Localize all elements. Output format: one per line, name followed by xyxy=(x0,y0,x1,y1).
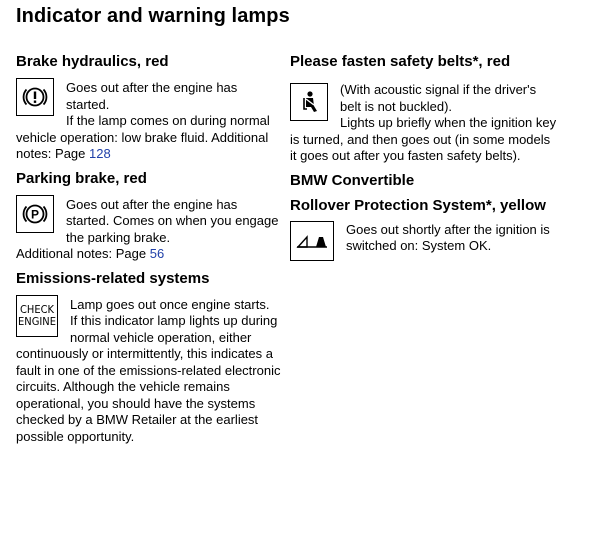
brake-text-1: Goes out after the engine has started. xyxy=(66,80,238,112)
check-engine-icon xyxy=(16,295,58,337)
convertible-section xyxy=(290,171,560,255)
emissions-heading: Emissions-related systems xyxy=(16,269,210,287)
right-column xyxy=(290,52,560,263)
parking-text: Goes out after the engine has started. Comes on when you engage the parking brake. xyxy=(66,196,279,245)
emissions-text-1: Lamp goes out once engine starts. xyxy=(70,296,270,312)
page-title: Indicator and warning lamps xyxy=(16,5,290,27)
seatbelt-text-2: Lights up briefly when the ignition key is turned, and then goes out (in some models it goes out after you fasten safety belts). xyxy=(290,115,557,163)
parking-brake-heading: Parking brake, red xyxy=(16,169,147,187)
emissions-text-2: If this indicator lamp lights up during normal vehicle operation, either continuously or intermittently, this indicates a fault in one of the emissions-related electronic circuits. Although the vehicle remains operational, you should have the systems checked by a BMW Retailer at the earliest possible opportunity. xyxy=(16,313,281,444)
brake-page-link[interactable]: 128 xyxy=(89,146,111,161)
seatbelt-text-1: (With acoustic signal if the driver's belt is not buckled). xyxy=(340,82,537,114)
parking-notes: Additional notes: Page xyxy=(16,246,150,261)
check-engine-label-1: CHECK xyxy=(19,302,54,316)
parking-page-link[interactable]: 56 xyxy=(149,246,165,261)
parking-brake-icon xyxy=(16,195,54,233)
check-engine-label-2: ENGINE xyxy=(18,314,56,328)
rollover-text: Goes out shortly after the ignition is switched on: System OK. xyxy=(346,221,550,253)
left-column xyxy=(16,52,284,451)
brake-hydraulics-heading: Brake hydraulics, red xyxy=(16,53,169,70)
seatbelt-icon xyxy=(290,83,328,121)
brake-text-2: If the lamp comes on during normal vehicle operation: low brake fluid. Additional notes: Page xyxy=(16,113,270,161)
seatbelt-heading: Please fasten safety belts*, red xyxy=(290,53,511,70)
convertible-heading: BMW Convertible xyxy=(290,171,415,189)
rollover-protection-icon xyxy=(290,221,334,261)
brake-hydraulics-section xyxy=(16,52,284,163)
brake-warning-icon xyxy=(16,78,54,116)
emissions-section xyxy=(16,269,284,446)
parking-brake-section xyxy=(16,169,284,263)
seatbelt-section xyxy=(290,52,560,165)
rollover-heading: Rollover Protection System*, yellow xyxy=(290,196,546,214)
svg-text:P: P xyxy=(30,207,40,221)
